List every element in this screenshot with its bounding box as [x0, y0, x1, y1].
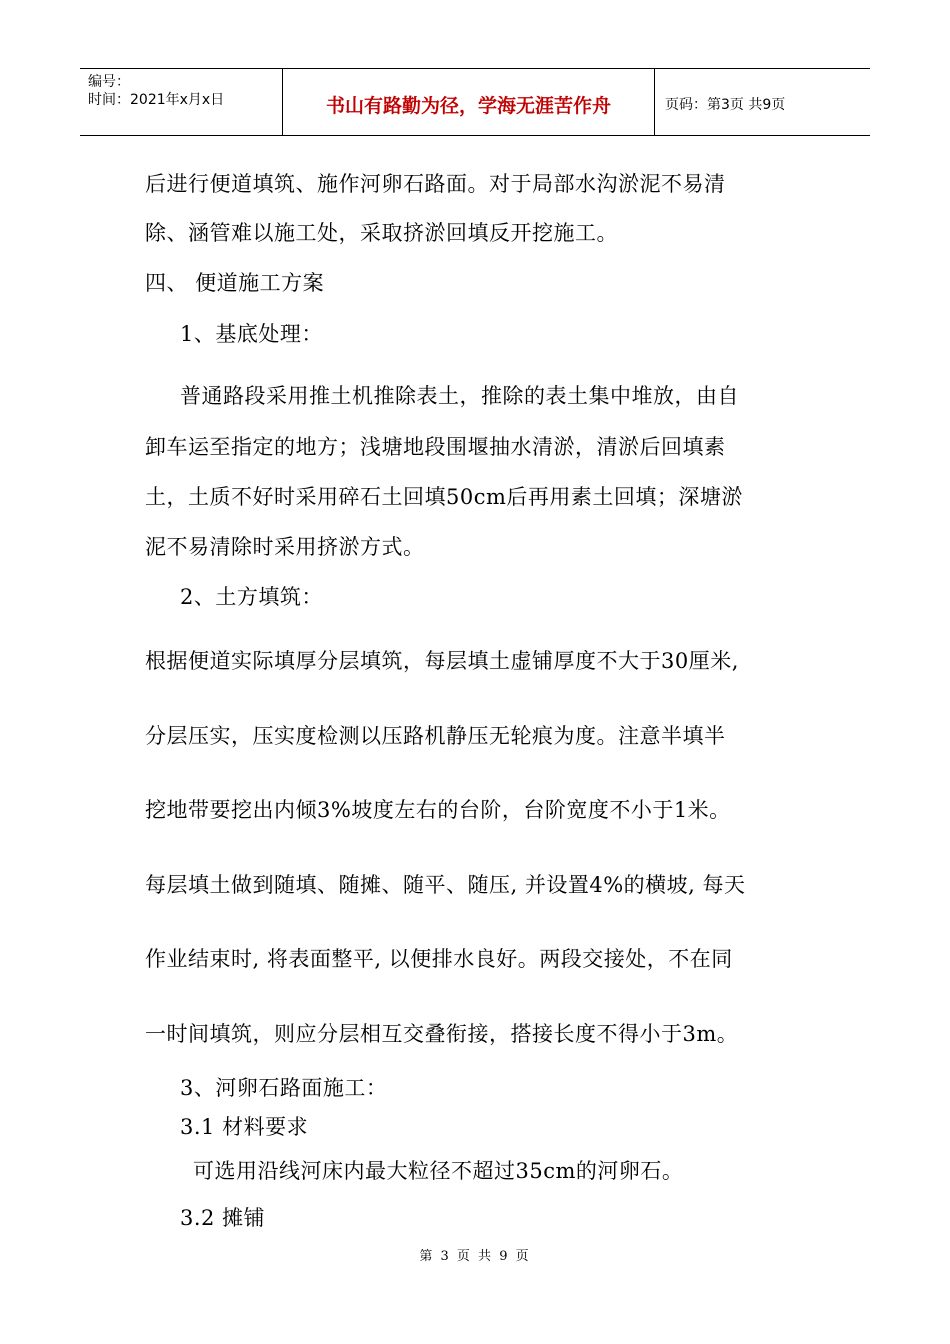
header-motto-cell	[283, 69, 655, 135]
body-line: 作业结束时, 将表面整平, 以便排水良好。两段交接处，不在同	[145, 947, 733, 971]
body-line: 可选用沿线河床内最大粒径不超过35cm的河卵石。	[193, 1159, 684, 1183]
header-table	[80, 68, 870, 136]
body-line: 一时间填筑，则应分层相互交叠衔接，搭接长度不得小于3m。	[145, 1022, 739, 1046]
body-line: 后进行便道填筑、施作河卵石路面。对于局部水沟淤泥不易清	[145, 172, 726, 196]
header-page-cell	[655, 69, 870, 135]
document-number-label: 编号：	[88, 74, 130, 90]
subsection-heading: 3.1 材料要求	[180, 1115, 309, 1139]
header-page-code: 页码：第3页 共9页	[665, 97, 786, 113]
body-line: 泥不易清除时采用挤淤方式。	[145, 535, 425, 559]
subsection-heading: 3.2 摊铺	[180, 1206, 266, 1230]
page-footer: 第 3 页 共 9 页	[419, 1249, 531, 1264]
body-line: 根据便道实际填厚分层填筑，每层填土虚铺厚度不大于30厘米,	[145, 649, 739, 673]
subsection-heading: 3、河卵石路面施工：	[180, 1076, 388, 1100]
body-line: 土，土质不好时采用碎石土回填50cm后再用素土回填；深塘淤	[145, 485, 743, 509]
body-line: 分层压实，压实度检测以压路机静压无轮痕为度。注意半填半	[145, 724, 726, 748]
body-line: 除、涵管难以施工处，采取挤淤回填反开挖施工。	[145, 221, 618, 245]
body-line: 普通路段采用推土机推除表土，推除的表土集中堆放，由自	[180, 384, 739, 408]
document-date-label: 时间：2021年x月x日	[88, 92, 225, 108]
body-line: 挖地带要挖出内倾3%坡度左右的台阶，台阶宽度不小于1米。	[145, 798, 731, 822]
subsection-heading: 1、基底处理：	[180, 322, 323, 346]
header-info-cell	[80, 69, 283, 135]
body-line: 每层填土做到随填、随摊、随平、随压, 并设置4%的横坡, 每天	[145, 873, 746, 897]
header-motto: 书山有路勤为径，学海无涯苦作舟	[325, 95, 611, 117]
subsection-heading: 2、土方填筑：	[180, 585, 323, 609]
body-line: 卸车运至指定的地方；浅塘地段围堰抽水清淤，清淤后回填素	[145, 435, 726, 459]
section-heading: 四、 便道施工方案	[145, 271, 325, 295]
